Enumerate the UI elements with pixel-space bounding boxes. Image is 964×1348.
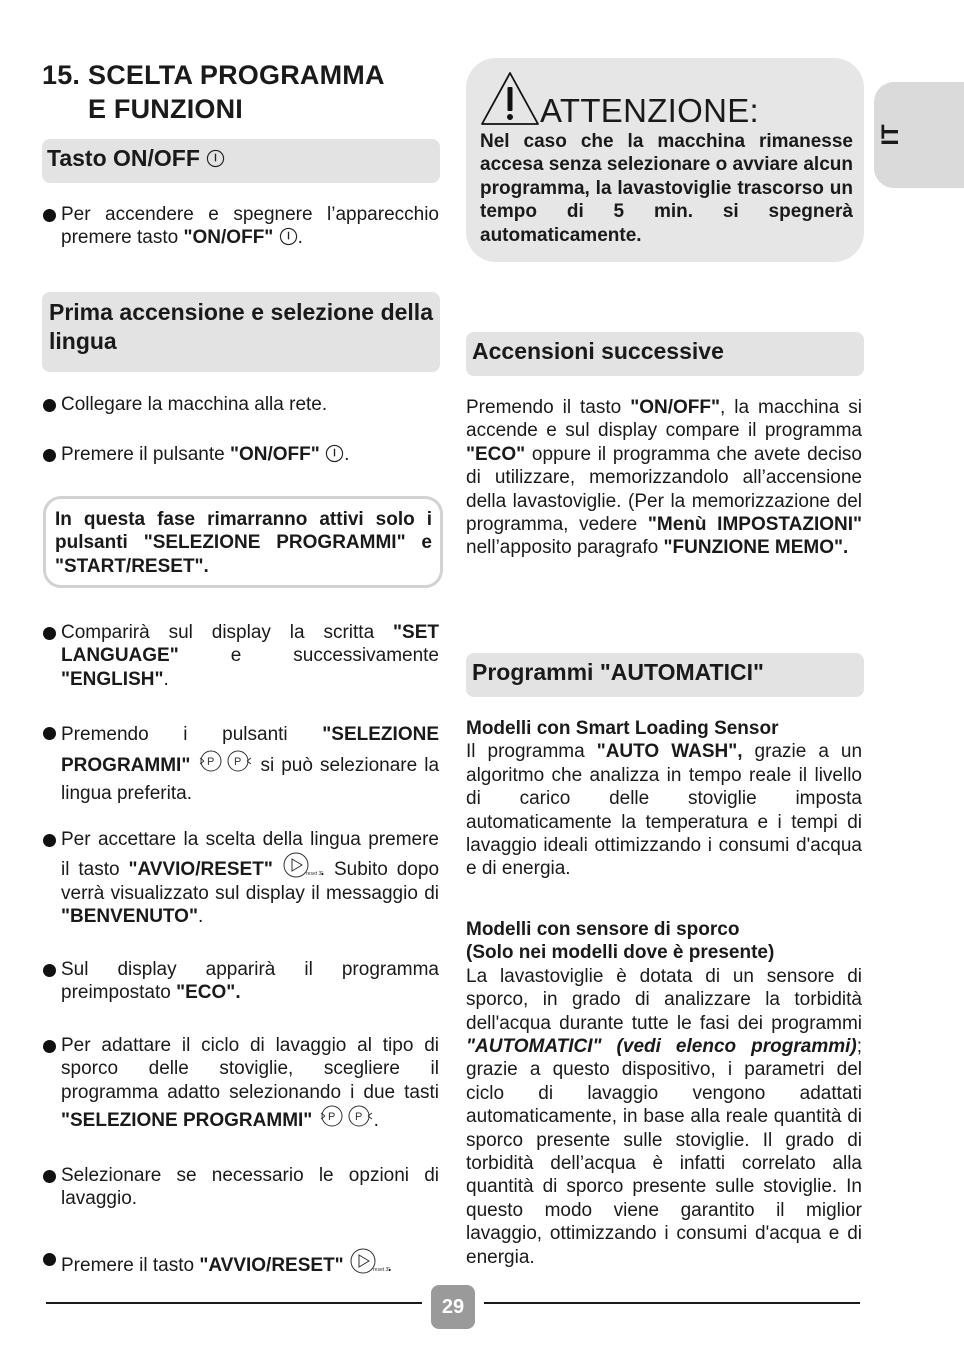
successive-heading xyxy=(466,332,864,376)
language-tab-label: IT xyxy=(877,124,904,146)
first-start-heading-text: Prima accensione e selezione della lingua xyxy=(49,299,433,354)
play-icon xyxy=(282,851,323,881)
first-start-bullet-3 xyxy=(42,621,439,691)
program-right-icon xyxy=(346,1104,374,1130)
bullet-end: . xyxy=(373,1110,379,1132)
first-start-bullet-7 xyxy=(42,1034,439,1133)
paragraph-bold: "AUTO WASH", xyxy=(596,741,743,763)
section-title-line2: E FUNZIONI xyxy=(88,94,243,124)
notice-text: In questa fase rimarranno attivi solo i pulsanti "SELEZIONE PROGRAMMI" e "START/RESET". xyxy=(55,509,432,577)
paragraph-text: ; grazie a questo dispositivo, i parametri del ciclo di lavaggio vengono adattati automaticamente, in base alla reale quantità di sporco presente sulle stoviglie. Il grado di torbidità dell’acqua è infatti correlato alla quantità di sporco presente sulle stoviglie. In questo modo viene garantito il miglior lavaggio, ottimizzando i consumi d'acqua e di energia. xyxy=(466,1036,862,1268)
svg-text:P: P xyxy=(207,756,215,768)
bullet-bold: "ECO". xyxy=(176,982,241,1004)
paragraph-bold: "ECO" xyxy=(466,443,526,465)
bullet-bold: "ENGLISH" xyxy=(61,668,164,690)
onoff-bullet-bold: "ON/OFF" xyxy=(183,227,274,249)
automatic-heading xyxy=(466,653,864,697)
bullet-bold: "ON/OFF" xyxy=(229,444,320,465)
bullet-dot xyxy=(43,727,56,740)
paragraph-text: oppure il programma che avete deciso di utilizzare, memorizzandolo all’accensione della lavastoviglie. (Per la memorizzazione del programma, vedere xyxy=(466,443,862,536)
dirt-sensor-title: Modelli con sensore di sporco xyxy=(466,919,740,940)
bullet-dot xyxy=(43,1253,56,1266)
bullet-text: Sul display apparirà il programma preimpostato xyxy=(61,959,439,1004)
first-start-bullet-6 xyxy=(42,958,439,1005)
bullet-dot xyxy=(43,834,56,847)
bullet-dot xyxy=(43,399,56,412)
bullet-text: si può selezionare la lingua preferita. xyxy=(61,755,440,804)
paragraph-text: Il programma xyxy=(466,741,585,763)
paragraph-bold: "ON/OFF" xyxy=(630,397,720,418)
bullet-bold: "BENVENUTO" xyxy=(61,906,198,928)
first-start-bullet-5 xyxy=(42,828,439,929)
paragraph-bold: "FUNZIONE MEMO". xyxy=(663,537,849,559)
onoff-heading-text: Tasto ON/OFF xyxy=(47,145,200,171)
bullet-dot xyxy=(43,964,56,977)
power-icon xyxy=(279,227,298,246)
bullet-dot xyxy=(43,209,56,222)
onoff-heading xyxy=(42,139,440,183)
bullet-text: Selezionare se necessario le opzioni di lavaggio. xyxy=(61,1165,439,1210)
program-left-icon xyxy=(318,1104,346,1130)
first-start-heading xyxy=(42,292,440,372)
bullet-bold: "AVVIO/RESET" xyxy=(128,859,273,881)
paragraph-bold-italic: "AUTOMATICI" (vedi elenco programmi) xyxy=(466,1036,857,1058)
onoff-bullet-end: . xyxy=(297,227,303,249)
automatic-heading-text: Programmi "AUTOMATICI" xyxy=(472,659,764,685)
paragraph-text: grazie a un algoritmo che analizza in tempo reale il livello di carico delle stoviglie imposta automaticamente la temperatura e i tempi di lavaggio ideali ottimizzando i consumi d'acqua e di energia. xyxy=(466,741,863,880)
first-start-bullet-2 xyxy=(42,443,439,466)
program-left-icon xyxy=(197,749,225,775)
bullet-text: Per accettare la scelta della lingua premere il tasto xyxy=(61,829,439,881)
bullet-end: . xyxy=(197,906,204,928)
program-right-icon xyxy=(225,749,253,775)
successive-heading-text: Accensioni successive xyxy=(472,338,724,364)
bullet-bold: "SET LANGUAGE" xyxy=(61,622,439,667)
power-icon xyxy=(206,149,225,168)
play-icon xyxy=(349,1247,391,1277)
bullet-text: Premendo i pulsanti xyxy=(61,724,288,745)
paragraph-text: nell’apposito paragrafo xyxy=(466,537,659,559)
svg-text:P: P xyxy=(354,1111,362,1124)
footer-rule-right xyxy=(484,1302,860,1304)
bullet-dot xyxy=(43,1040,56,1053)
smart-loading-section xyxy=(466,717,862,881)
section-title-line1: SCELTA PROGRAMMA xyxy=(88,60,385,90)
first-start-bullet-1 xyxy=(42,393,439,416)
svg-text:P: P xyxy=(327,1111,335,1124)
onoff-bullet xyxy=(42,203,439,250)
warning-icon xyxy=(479,70,541,128)
paragraph-text: La lavastoviglie è dotata di un sensore di sporco, in grado di analizzare la torbidità dell'acqua durante tutte le fasi dei programmi xyxy=(466,965,862,1034)
bullet-text: Premere il pulsante xyxy=(61,444,225,465)
first-start-bullet-8 xyxy=(42,1164,439,1211)
paragraph-bold: "Menù IMPOSTAZIONI" xyxy=(647,514,863,536)
bullet-text: . Subito dopo verrà visualizzato sul display il messaggio di xyxy=(61,859,440,904)
successive-paragraph xyxy=(466,396,862,560)
bullet-dot xyxy=(43,627,56,640)
onoff-bullet-text: Per accendere e spegnere l’apparecchio premere tasto xyxy=(61,204,439,249)
paragraph-text: , la macchina si accende e sul display compare il programma xyxy=(466,397,862,442)
bullet-bold: "AVVIO/RESET" xyxy=(199,1255,344,1276)
bullet-bold: "SELEZIONE PROGRAMMI" xyxy=(61,1110,313,1132)
dirt-sensor-subtitle: (Solo nei modelli dove è presente) xyxy=(466,942,775,964)
power-icon xyxy=(325,444,344,463)
section-title xyxy=(42,58,442,126)
smart-loading-title: Modelli con Smart Loading Sensor xyxy=(466,718,779,739)
page-number: 29 xyxy=(431,1285,475,1329)
paragraph-text: Premendo il tasto xyxy=(466,397,622,418)
bullet-end: . xyxy=(344,444,350,465)
bullet-text: Premere il tasto xyxy=(61,1255,195,1276)
bullet-text: Comparirà sul display la scritta xyxy=(61,622,375,643)
first-start-bullet-9 xyxy=(42,1247,439,1277)
first-start-bullet-4 xyxy=(42,721,439,808)
bullet-text: Collegare la macchina alla rete. xyxy=(61,394,328,415)
bullet-end: . xyxy=(386,1255,393,1276)
svg-text:reset 3": reset 3" xyxy=(372,1267,391,1273)
bullet-dot xyxy=(43,449,56,462)
bullet-bold: "SELEZIONE PROGRAMMI" xyxy=(61,724,439,776)
svg-text:reset 3": reset 3" xyxy=(305,871,323,878)
dirt-sensor-section xyxy=(466,918,862,1269)
attention-text: Nel caso che la macchina rimanesse accesa senza selezionare o avviare alcun programma, la lavastoviglie trascorso un tempo di 5 min. si spegnerà automaticamente. xyxy=(480,131,853,246)
attention-title: ATTENZIONE: xyxy=(540,92,760,129)
bullet-text: Per adattare il ciclo di lavaggio al tipo di sporco delle stoviglie, scegliere il programma adatto selezionando i due tasti xyxy=(61,1035,439,1103)
section-number: 15. xyxy=(42,60,81,90)
bullet-text: e successivamente xyxy=(230,645,439,667)
svg-text:P: P xyxy=(234,756,242,768)
bullet-end: . xyxy=(163,668,169,690)
footer-rule-left xyxy=(46,1302,422,1304)
bullet-dot xyxy=(43,1170,56,1183)
